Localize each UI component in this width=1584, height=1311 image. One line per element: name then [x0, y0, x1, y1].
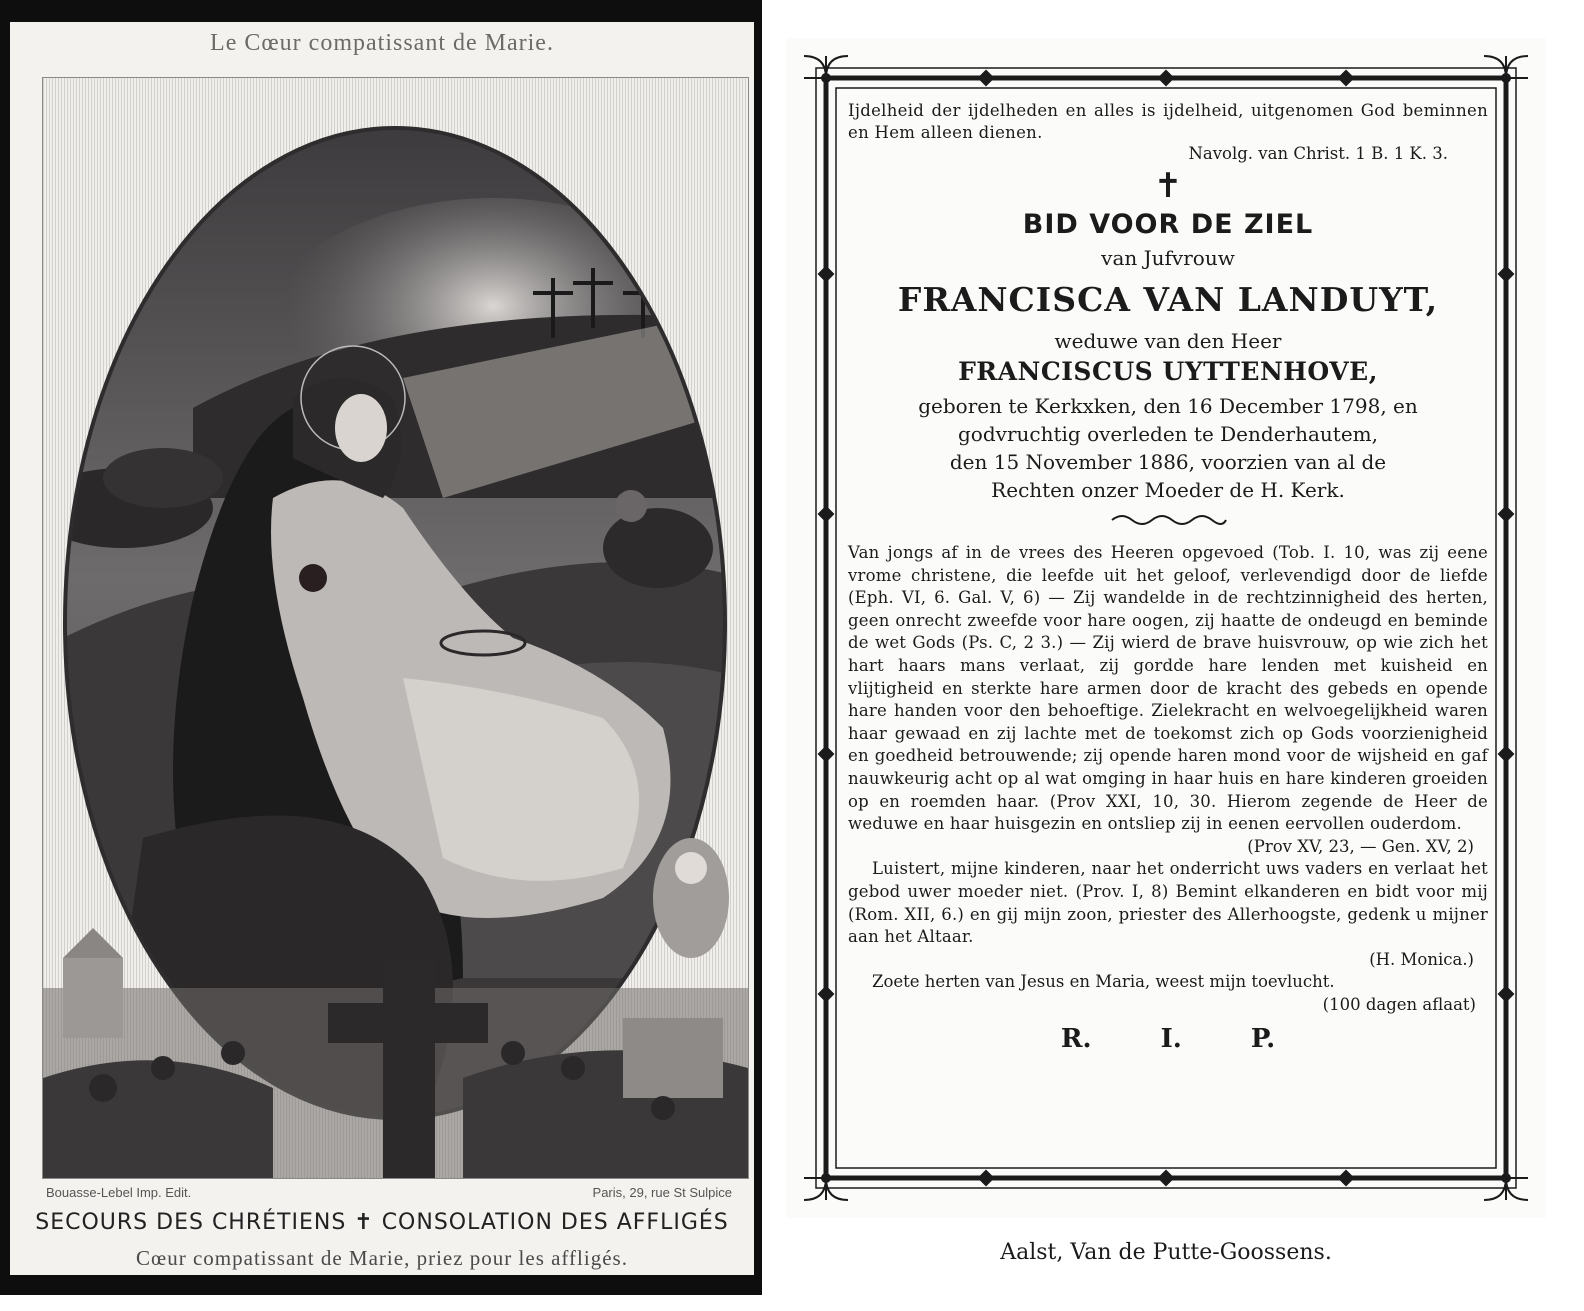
eulogy-text: Van jongs af in de vrees des Heeren opgevoed (Tob. I. 10, was zij eene vrome christene, die leefde uit het geloof, verlevendigd door de liefde (Eph. VI, 6. Gal. V, 6) — Zij wandelde in de rechtzinnigheid des herten, geen onrecht zweefde voor hare oogen, zij haatte de ondeugd en beminde de wet Gods (Ps. C, 2 3.) — Zij wierd de brave huisvrouw, op wie zich het hart haars mans verlaat, zij gordde hare lenden met kuisheid en vlijtigheid en sterkte hare armen door de kracht des gebeds en opende hare handen voor den behoeftige. Zielekracht en welvoegelijkheid waren haar gewaad en zij lachte met de toekomst zich op Gods voorzienigheid en goedheid betrouwende; zij opende haren mond voor de wijsheid en gaf nauwkeurig acht op al wat omging in haar huis en hare kinderen groeiden op en roemden haar. (Prov XXI, 10, 30. Hierom zegende de Heer de weduwe en haar huisgezin en ontsliep zij in eenen eervollen ouderdom. — [848, 543, 1488, 834]
card-subtitle: Cœur compatissant de Marie, priez pour les affligés. — [136, 1246, 628, 1270]
life-dates — [848, 392, 1488, 504]
deceased-name: FRANCISCA VAN LANDUYT, — [897, 280, 1439, 319]
separator-ornament — [848, 512, 1488, 528]
memorial-text — [848, 100, 1488, 1054]
engraving-illustration — [43, 78, 748, 1178]
eulogy-text-2: Luistert, mijne kinderen, naar het onderricht uws vaders en verlaat het gebod uwer moeder niet. (Prov. I, 8) Bemint elkanderen en bidt voor mij (Rom. XII, 6.) en gij mijn zoon, priester des Allerhoogste, gedenk u mijner aan het Altaar. — [848, 859, 1488, 947]
title-line: van Jufvrouw — [1101, 246, 1235, 270]
life-dates-line: den 15 November 1886, voorzien van al de — [949, 450, 1387, 474]
printer-credit: Bouasse-Lebel Imp. Edit. — [46, 1185, 192, 1200]
husband-name: FRANCISCUS UYTTENHOVE, — [958, 357, 1378, 386]
memorial-card-back — [786, 38, 1546, 1218]
life-dates-line: Rechten onzer Moeder de H. Kerk. — [991, 478, 1345, 502]
prayer-heading: BID VOOR DE ZIEL — [1022, 209, 1314, 240]
card-paper — [10, 22, 754, 1275]
quote-attribution: (H. Monica.) — [1369, 949, 1474, 969]
card-title: SECOURS DES CHRÉTIENS ✝ CONSOLATION DES AFFLIGÉS — [35, 1210, 729, 1235]
rip-text: R. I. P. — [1060, 1024, 1276, 1055]
engraving-frame — [42, 77, 749, 1179]
cross-icon: ✝ — [1153, 166, 1183, 206]
life-dates-line: geboren te Kerkxken, den 16 December 1798, en — [918, 394, 1418, 418]
epigraph: Ijdelheid der ijdelheden en alles is ijdelheid, uitgenomen God beminnen en Hem alleen dienen. — [848, 101, 1488, 142]
printer-address: Paris, 29, rue St Sulpice — [592, 1185, 732, 1200]
life-dates-line: godvruchtig overleden te Denderhautem, — [958, 422, 1378, 446]
holy-card-front — [0, 0, 762, 1295]
prayer-line: Zoete herten van Jesus en Maria, weest mijn toevlucht. — [872, 972, 1335, 992]
top-caption: Le Cœur compatissant de Marie. — [210, 30, 554, 56]
epigraph-reference: Navolg. van Christ. 1 B. 1 K. 3. — [1188, 144, 1448, 163]
scripture-reference: (Prov XV, 23, — Gen. XV, 2) — [1247, 836, 1474, 856]
publisher-line: Aalst, Van de Putte-Goossens. — [1000, 1240, 1332, 1265]
indulgence-note: (100 dagen aflaat) — [1322, 994, 1476, 1014]
widow-line: weduwe van den Heer — [1054, 329, 1282, 353]
